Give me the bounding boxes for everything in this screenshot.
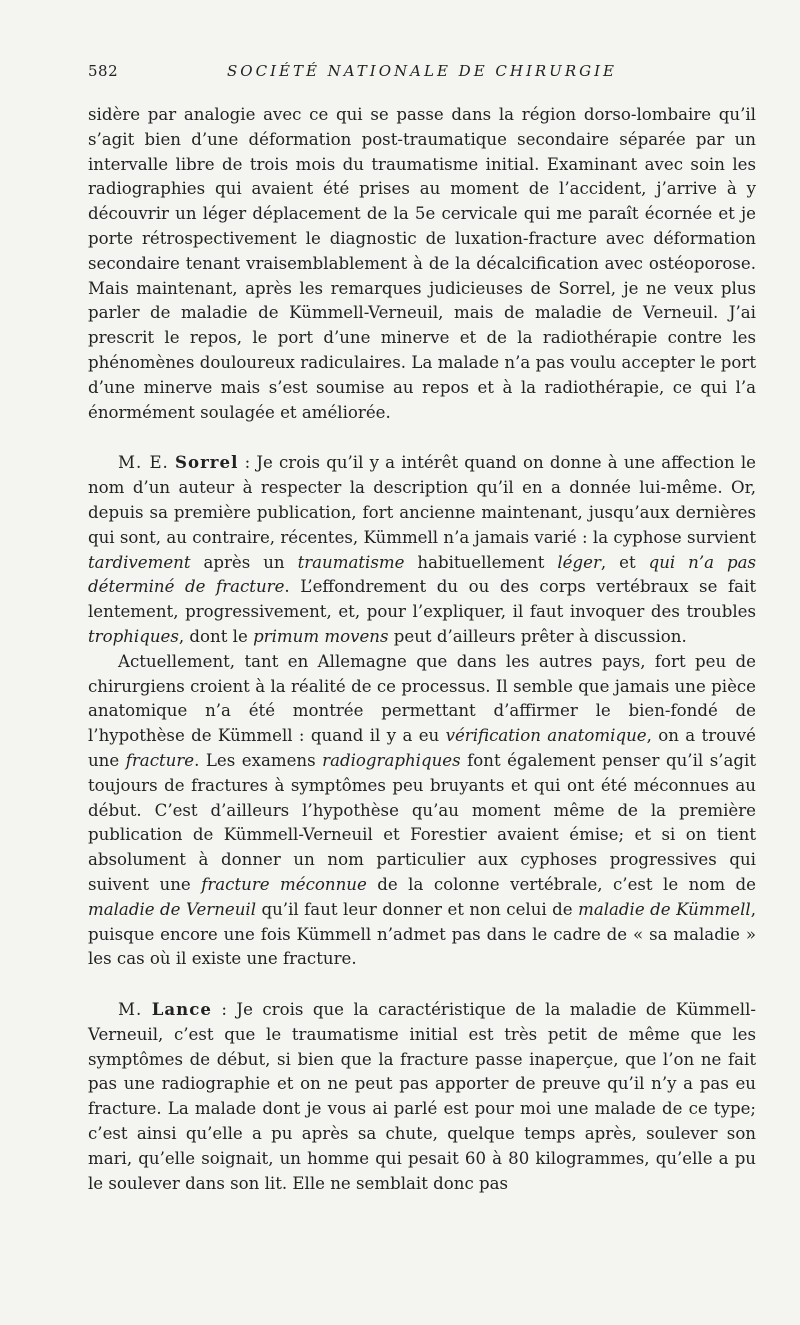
italic-run: qui n’a pas déterminé de fracture xyxy=(88,552,756,597)
running-title: SOCIÉTÉ NATIONALE DE CHIRURGIE xyxy=(227,62,617,80)
body-text xyxy=(88,103,756,1196)
italic-run: maladie de Verneuil xyxy=(88,899,256,919)
italic-run: traumatisme xyxy=(297,552,405,572)
italic-run: vérification anatomique xyxy=(445,726,647,746)
text-run: : Je crois qu’il y a intérêt quand on donne à une affection le nom d’un auteur à respecter la description qu’il en a donnée lui-même. Or, depuis sa première publication, fort ancienne maintenant, jusqu’aux dernières qui sont, au contraire, récentes, Kümmell n’a jamais varié : la cyphose survient xyxy=(88,453,756,547)
text-run: . Les examens xyxy=(194,750,323,770)
text-run: de la colonne vertébrale, c’est le nom de xyxy=(366,874,756,894)
page-number: 582 xyxy=(88,62,119,80)
speaker-name: Sorrel xyxy=(175,452,239,473)
text-run: : Je crois que la caractéristique de la maladie de Kümmell-Verneuil, c’est que le traumatisme initial est très petit de même que les symptômes de début, si bien que la fracture passe inaperçue, que l’on ne fait pas une radiographie et on ne peut pas apporter de preuve qu’il n’y a pas eu fracture. La malade dont je vous ai parlé est pour moi une malade de ce type; c’est ainsi qu’elle a pu après sa chute, quelque temps après, soulever son mari, qu’elle soignait, un homme qui pesait 60 à 80 kilogrammes, qu’elle a pu le soulever dans son lit. Elle ne semblait donc pas xyxy=(88,1000,756,1193)
speaker-title: M. E. xyxy=(118,453,169,473)
text-run: , dont le xyxy=(178,626,254,646)
paragraph-actuellement xyxy=(88,650,756,972)
paragraph-lance xyxy=(88,997,756,1196)
text-run: Actuellement, tant en Allemagne que dans les autres pays, fort peu de chirurgiens croient à la réalité de ce processus. Il semble que jamais une pièce anatomique n’a été montrée permettant d’affirmer le bien-fondé de l’hypothèse de Kümmell : quand il y a eu xyxy=(88,651,756,746)
text-run: peut d’ailleurs prêter à discussion. xyxy=(388,626,687,646)
paragraph-continuation: sidère par analogie avec ce qui se passe dans la région dorso-lombaire qu’il s’agit bien d’une déformation post-traumatique secondaire séparée par un intervalle libre de trois mois du traumatisme initial. Examinant avec soin les radiographies qui avaient été prises au moment de l’accident, j’arrive à y découvrir un léger déplacement de la 5e cervicale qui me paraît écornée et je porte rétrospectivement le diagnostic de luxation-fracture avec déformation secondaire tenant vraisemblablement à de la décalcification avec ostéoporose. Mais maintenant, après les remarques judicieuses de Sorrel, je ne veux plus parler de maladie de Kümmell-Verneuil, mais de maladie de Verneuil. J’ai prescrit le repos, le port d’une minerve et de la radiothérapie contre les phénomènes douloureux radiculaires. La malade n’a pas voulu accepter le port d’une minerve mais s’est soumise au repos et à la radiothérapie, ce qui l’a énormément soulagée et améliorée. xyxy=(88,105,756,422)
text-run: qu’il faut leur donner et non celui de xyxy=(256,899,579,919)
text-run: , puisque encore une fois Kümmell n’admet pas dans le cadre de « sa maladie » les cas où il existe une fracture. xyxy=(88,899,756,969)
italic-run: fracture xyxy=(125,750,195,770)
text-run: habituellement xyxy=(404,552,558,572)
speaker-name: Lance xyxy=(151,999,212,1020)
text-run: font également penser qu’il s’agit toujours de fractures à symptômes peu bruyants et qui ont été méconnues au début. C’est d’ailleurs l’hypothèse qu’au moment même de la première publication de Kümmell-Verneuil et Forestier avaient émise; et si on tient absolument à donner un nom particulier aux cyphoses progressives qui suivent une xyxy=(88,750,756,894)
italic-run: fracture méconnue xyxy=(201,874,367,894)
italic-run: tardivement xyxy=(88,552,191,572)
text-run: après un xyxy=(190,552,298,572)
italic-run: léger xyxy=(557,552,601,572)
paragraph-sorrel xyxy=(88,450,756,649)
italic-run: primum movens xyxy=(253,626,389,646)
text-run: , on a trouvé une xyxy=(88,726,756,770)
page-header xyxy=(88,62,756,82)
italic-run: maladie de Kümmell xyxy=(578,899,751,919)
text-run: , et xyxy=(600,552,649,572)
speaker-title: M. xyxy=(118,1000,143,1020)
italic-run: trophiques xyxy=(88,626,179,646)
italic-run: radiographiques xyxy=(322,750,461,770)
text-run: . L’effondrement du ou des corps vertébraux se fait lentement, progressivement, et, pour l’expliquer, il faut invoquer des troubles xyxy=(88,577,756,622)
